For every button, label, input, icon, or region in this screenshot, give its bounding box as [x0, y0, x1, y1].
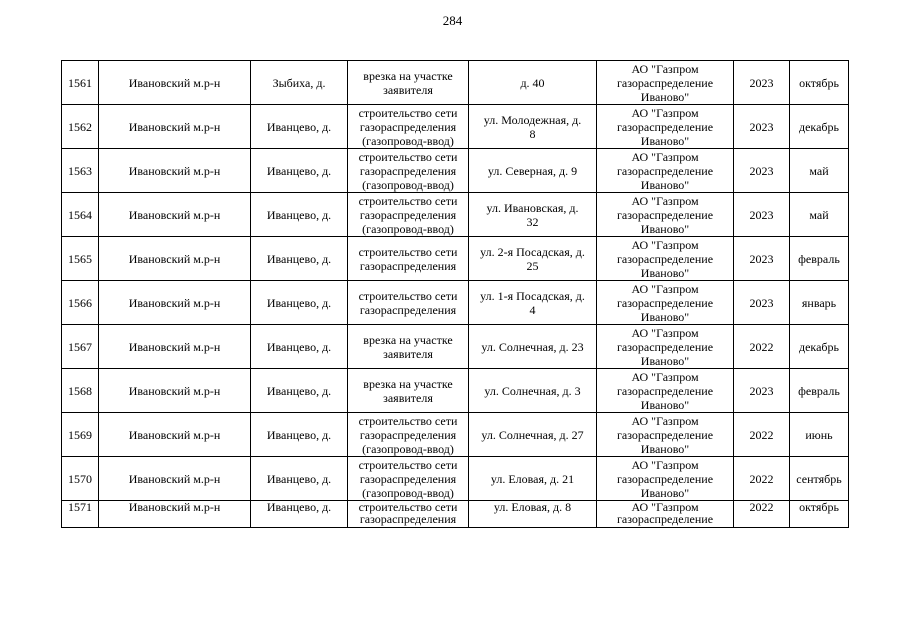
month-cell: октябрь [790, 61, 849, 105]
work-type-cell-line: заявителя [383, 390, 433, 405]
organization-cell-line: Иваново" [640, 485, 690, 500]
work-type-cell [348, 413, 469, 457]
organization-cell-line: газораспределение [616, 427, 714, 442]
district-cell: Ивановский м.р-н [99, 237, 251, 281]
table-row [62, 105, 849, 149]
organization-cell-line: Иваново" [640, 221, 690, 236]
address-cell [469, 325, 597, 369]
address-cell [469, 413, 597, 457]
address-cell-line: ул. Солнечная, д. 27 [481, 427, 584, 442]
work-type-cell [348, 237, 469, 281]
organization-cell-line: Иваново" [640, 441, 690, 456]
organization-cell-line: АО "Газпром [631, 369, 699, 384]
address-cell-line: ул. Еловая, д. 21 [490, 471, 575, 486]
work-type-cell-line: строительство сети [358, 105, 458, 120]
address-cell-line: ул. 2-я Посадская, д. [480, 244, 585, 259]
address-cell-line: 25 [526, 258, 539, 273]
district-cell: Ивановский м.р-н [99, 501, 251, 528]
table-row [62, 457, 849, 501]
organization-cell [597, 281, 734, 325]
row-number-cell: 1571 [62, 501, 99, 528]
organization-cell [597, 149, 734, 193]
row-number-cell: 1566 [62, 281, 99, 325]
locality-cell: Иванцево, д. [251, 105, 348, 149]
table-row [62, 237, 849, 281]
row-number-cell: 1565 [62, 237, 99, 281]
organization-cell [597, 61, 734, 105]
work-type-cell-line: строительство сети [358, 500, 458, 514]
work-type-cell-line: строительство сети [358, 244, 458, 259]
organization-cell-line: газораспределение [616, 207, 714, 222]
district-cell: Ивановский м.р-н [99, 105, 251, 149]
organization-cell-line: АО "Газпром [631, 193, 699, 208]
year-cell: 2023 [734, 61, 790, 105]
organization-cell-line: АО "Газпром [631, 325, 699, 340]
address-cell [469, 369, 597, 413]
work-type-cell-line: строительство сети [358, 193, 458, 208]
year-cell: 2022 [734, 325, 790, 369]
work-type-cell-line: заявителя [383, 82, 433, 97]
table-row [62, 61, 849, 105]
table-row [62, 369, 849, 413]
table-row [62, 149, 849, 193]
year-cell: 2022 [734, 501, 790, 528]
work-type-cell-line: (газопровод-ввод) [362, 441, 454, 456]
month-cell: декабрь [790, 325, 849, 369]
address-cell [469, 61, 597, 105]
work-type-cell-line: (газопровод-ввод) [362, 485, 454, 500]
work-type-cell-line: (газопровод-ввод) [362, 221, 454, 236]
table-row [62, 193, 849, 237]
work-type-cell-line: строительство сети [358, 288, 458, 303]
work-type-cell-line: строительство сети [358, 413, 458, 428]
work-type-cell-line: врезка на участке [363, 68, 453, 83]
organization-cell-line: АО "Газпром [631, 105, 699, 120]
organization-cell [597, 325, 734, 369]
district-cell: Ивановский м.р-н [99, 369, 251, 413]
row-number-cell: 1562 [62, 105, 99, 149]
organization-cell [597, 237, 734, 281]
address-cell-line: ул. Северная, д. 9 [487, 163, 578, 178]
work-type-cell-line: строительство сети [358, 457, 458, 472]
work-type-cell [348, 281, 469, 325]
gas-network-registry-table [61, 60, 849, 528]
row-number-cell: 1567 [62, 325, 99, 369]
row-number-cell: 1564 [62, 193, 99, 237]
month-cell: февраль [790, 237, 849, 281]
address-cell-line: ул. Молодежная, д. [483, 112, 582, 127]
year-cell: 2023 [734, 237, 790, 281]
organization-cell-line: АО "Газпром [631, 457, 699, 472]
address-cell [469, 149, 597, 193]
organization-cell-line: газораспределение [616, 383, 714, 398]
month-cell: май [790, 149, 849, 193]
row-number-cell: 1568 [62, 369, 99, 413]
district-cell: Ивановский м.р-н [99, 325, 251, 369]
work-type-cell-line: газораспределения [359, 302, 457, 317]
address-cell [469, 105, 597, 149]
address-cell-line: 32 [526, 214, 539, 229]
work-type-cell-line: газораспределения [359, 512, 457, 526]
work-type-cell-line: (газопровод-ввод) [362, 133, 454, 148]
locality-cell: Иванцево, д. [251, 369, 348, 413]
year-cell: 2022 [734, 413, 790, 457]
address-cell [469, 281, 597, 325]
address-cell [469, 457, 597, 501]
organization-cell-line: АО "Газпром [631, 61, 699, 76]
address-cell-line: ул. 1-я Посадская, д. [480, 288, 585, 303]
organization-cell-line: Иваново" [640, 133, 690, 148]
address-cell [469, 193, 597, 237]
year-cell: 2023 [734, 149, 790, 193]
organization-cell-line: АО "Газпром [631, 149, 699, 164]
locality-cell: Иванцево, д. [251, 325, 348, 369]
month-cell: октябрь [790, 501, 849, 528]
organization-cell-line: газораспределение [616, 163, 714, 178]
work-type-cell-line: строительство сети [358, 149, 458, 164]
address-cell-line: ул. Еловая, д. 8 [493, 500, 572, 514]
organization-cell-line: газораспределение [616, 512, 714, 526]
locality-cell: Иванцево, д. [251, 501, 348, 528]
month-cell: сентябрь [790, 457, 849, 501]
organization-cell-line: газораспределение [616, 295, 714, 310]
year-cell: 2023 [734, 193, 790, 237]
organization-cell-line: газораспределение [616, 339, 714, 354]
work-type-cell-line: врезка на участке [363, 376, 453, 391]
organization-cell-line: АО "Газпром [631, 500, 699, 514]
work-type-cell-line: газораспределения [359, 258, 457, 273]
month-cell: январь [790, 281, 849, 325]
address-cell-line: 8 [529, 126, 536, 141]
organization-cell-line: Иваново" [640, 177, 690, 192]
locality-cell: Иванцево, д. [251, 413, 348, 457]
work-type-cell [348, 457, 469, 501]
district-cell: Ивановский м.р-н [99, 149, 251, 193]
organization-cell-line: АО "Газпром [631, 237, 699, 252]
work-type-cell [348, 105, 469, 149]
organization-cell-line: газораспределение [616, 75, 714, 90]
row-number-cell: 1570 [62, 457, 99, 501]
work-type-cell-line: заявителя [383, 346, 433, 361]
table-row [62, 325, 849, 369]
organization-cell-line: АО "Газпром [631, 413, 699, 428]
address-cell [469, 501, 597, 528]
district-cell: Ивановский м.р-н [99, 61, 251, 105]
month-cell: июнь [790, 413, 849, 457]
locality-cell: Иванцево, д. [251, 193, 348, 237]
month-cell: декабрь [790, 105, 849, 149]
organization-cell [597, 105, 734, 149]
organization-cell-line: Иваново" [640, 89, 690, 104]
organization-cell-line: Иваново" [640, 309, 690, 324]
organization-cell-line: Иваново" [640, 397, 690, 412]
organization-cell-line: газораспределение [616, 119, 714, 134]
organization-cell [597, 501, 734, 528]
organization-cell [597, 193, 734, 237]
locality-cell: Иванцево, д. [251, 457, 348, 501]
year-cell: 2023 [734, 369, 790, 413]
address-cell-line: 4 [529, 302, 536, 317]
address-cell-line: ул. Солнечная, д. 23 [481, 339, 584, 354]
table-body [62, 61, 849, 528]
work-type-cell [348, 325, 469, 369]
work-type-cell-line: газораспределения [359, 163, 457, 178]
row-number-cell: 1561 [62, 61, 99, 105]
address-cell [469, 237, 597, 281]
locality-cell: Иванцево, д. [251, 237, 348, 281]
organization-cell-line: газораспределение [616, 471, 714, 486]
work-type-cell-line: газораспределения [359, 427, 457, 442]
organization-cell [597, 457, 734, 501]
locality-cell: Иванцево, д. [251, 281, 348, 325]
organization-cell-line: Иваново" [640, 353, 690, 368]
work-type-cell-line: газораспределения [359, 119, 457, 134]
work-type-cell-line: врезка на участке [363, 332, 453, 347]
address-cell-line: д. 40 [520, 75, 545, 90]
table-row [62, 413, 849, 457]
work-type-cell [348, 501, 469, 528]
district-cell: Ивановский м.р-н [99, 281, 251, 325]
organization-cell-line: Иваново" [640, 265, 690, 280]
address-cell-line: ул. Солнечная, д. 3 [484, 383, 581, 398]
district-cell: Ивановский м.р-н [99, 193, 251, 237]
organization-cell [597, 369, 734, 413]
month-cell: февраль [790, 369, 849, 413]
year-cell: 2022 [734, 457, 790, 501]
work-type-cell [348, 61, 469, 105]
table-row [62, 281, 849, 325]
month-cell: май [790, 193, 849, 237]
work-type-cell-line: газораспределения [359, 207, 457, 222]
year-cell: 2023 [734, 281, 790, 325]
work-type-cell-line: газораспределения [359, 471, 457, 486]
row-number-cell: 1569 [62, 413, 99, 457]
organization-cell [597, 413, 734, 457]
district-cell: Ивановский м.р-н [99, 457, 251, 501]
row-number-cell: 1563 [62, 149, 99, 193]
locality-cell: Иванцево, д. [251, 149, 348, 193]
organization-cell-line: АО "Газпром [631, 281, 699, 296]
year-cell: 2023 [734, 105, 790, 149]
organization-cell-line: газораспределение [616, 251, 714, 266]
work-type-cell [348, 193, 469, 237]
work-type-cell-line: (газопровод-ввод) [362, 177, 454, 192]
table-row [62, 501, 849, 528]
locality-cell: Зыбиха, д. [251, 61, 348, 105]
work-type-cell [348, 149, 469, 193]
page-number: 284 [442, 13, 463, 28]
work-type-cell [348, 369, 469, 413]
address-cell-line: ул. Ивановская, д. [486, 200, 579, 215]
district-cell: Ивановский м.р-н [99, 413, 251, 457]
